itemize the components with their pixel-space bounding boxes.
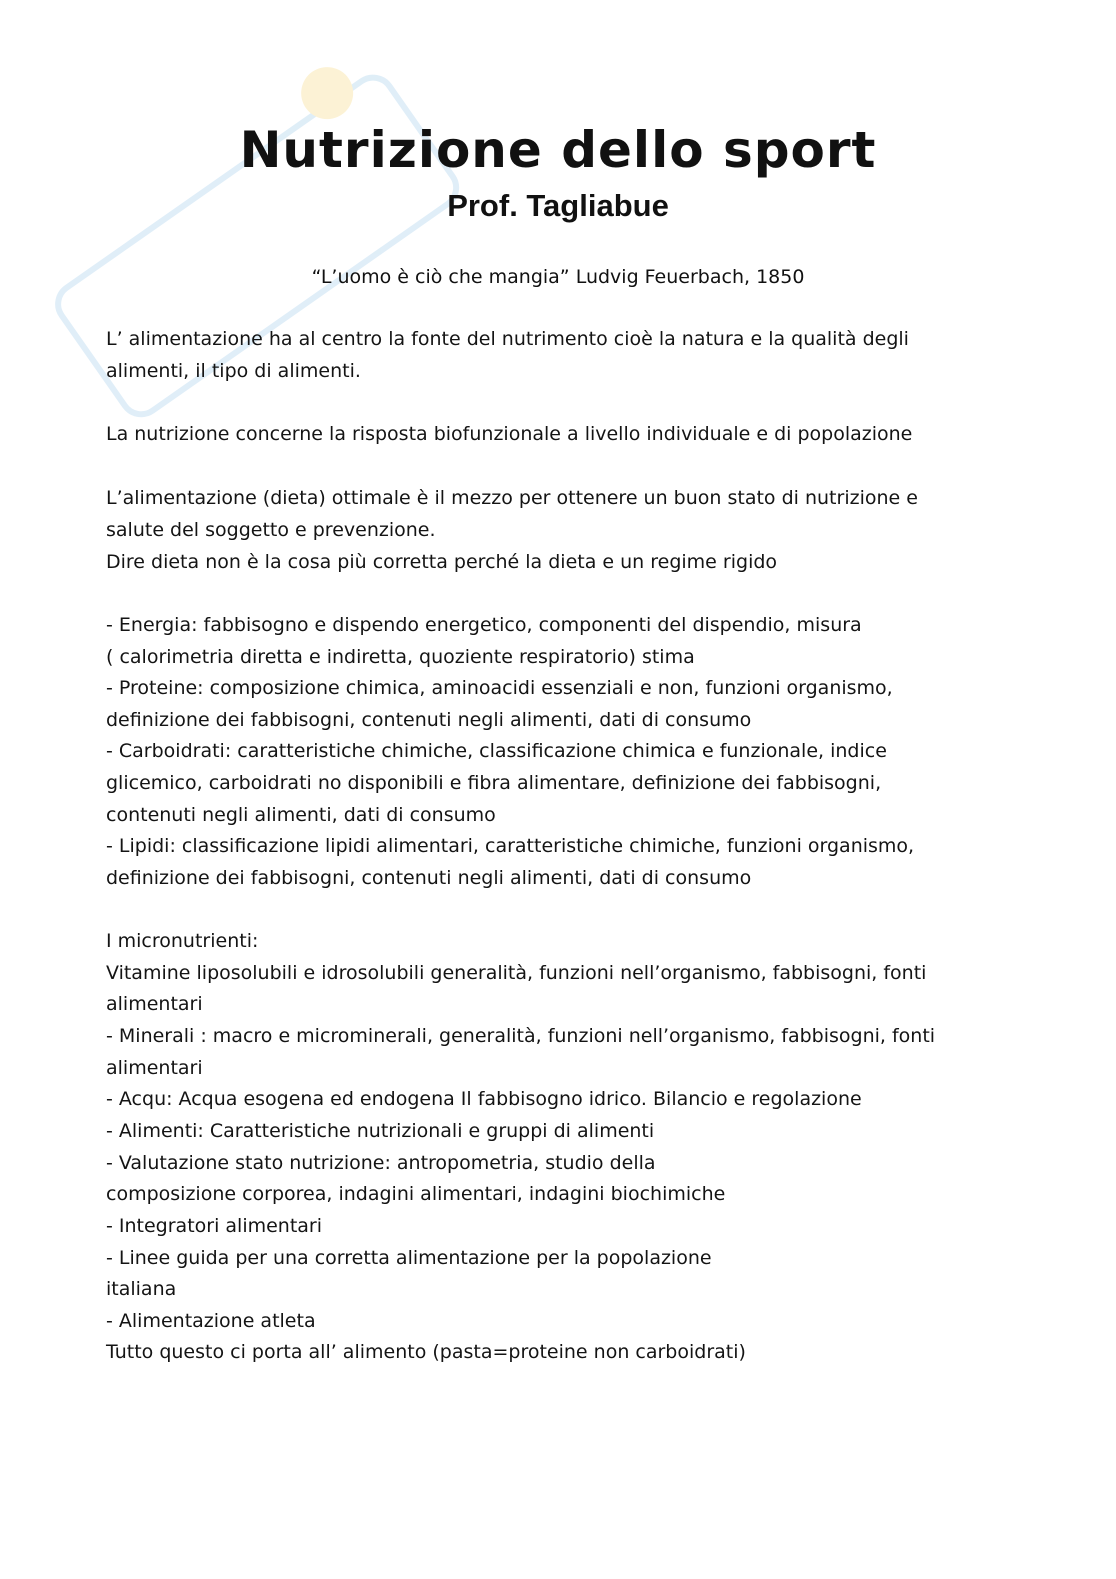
list-item: glicemico, carboidrati no disponibili e fibra alimentare, definizione dei fabbisogni, bbox=[106, 772, 882, 794]
list-item: alimentari bbox=[106, 1057, 203, 1079]
list-item: - Proteine: composizione chimica, aminoacidi essenziali e non, funzioni organismo, bbox=[106, 677, 893, 699]
list-item: italiana bbox=[106, 1278, 177, 1300]
list-item: definizione dei fabbisogni, contenuti negli alimenti, dati di consumo bbox=[106, 709, 752, 731]
quote: “L’uomo è ciò che mangia” Ludvig Feuerbach, 1850 bbox=[311, 266, 805, 288]
list-item: alimentari bbox=[106, 993, 203, 1015]
list-item: definizione dei fabbisogni, contenuti negli alimenti, dati di consumo bbox=[106, 867, 752, 889]
list-item: - Energia: fabbisogno e dispendo energetico, componenti del dispendio, misura bbox=[106, 614, 862, 636]
document-title: Nutrizione dello sport bbox=[239, 121, 877, 179]
paragraph-line: Tutto questo ci porta all’ alimento (pasta=proteine non carboidrati) bbox=[106, 1341, 746, 1363]
paragraph-line: L’alimentazione (dieta) ottimale è il mezzo per ottenere un buon stato di nutrizione e bbox=[106, 487, 918, 509]
list-item: - Carboidrati: caratteristiche chimiche, classificazione chimica e funzionale, indice bbox=[106, 740, 887, 762]
paragraph-line: Dire dieta non è la cosa più corretta perché la dieta e un regime rigido bbox=[106, 551, 778, 573]
list-item: - Minerali : macro e microminerali, generalità, funzioni nell’organismo, fabbisogni, fonti bbox=[106, 1025, 936, 1047]
list-item: - Valutazione stato nutrizione: antropometria, studio della bbox=[106, 1152, 656, 1174]
skuola-watermark-logo bbox=[20, 40, 500, 460]
paragraph-line: La nutrizione concerne la risposta biofunzionale a livello individuale e di popolazione bbox=[106, 423, 913, 445]
list-item: - Integratori alimentari bbox=[106, 1215, 323, 1237]
list-item: Vitamine liposolubili e idrosolubili generalità, funzioni nell’organismo, fabbisogni, fonti bbox=[106, 962, 927, 984]
list-item: - Linee guida per una corretta alimentazione per la popolazione bbox=[106, 1247, 712, 1269]
list-item: - Acqu: Acqua esogena ed endogena Il fabbisogno idrico. Bilancio e regolazione bbox=[106, 1088, 862, 1110]
list-item: ( calorimetria diretta e indiretta, quoziente respiratorio) stima bbox=[106, 646, 695, 668]
list-item: - Alimenti: Caratteristiche nutrizionali e gruppi di alimenti bbox=[106, 1120, 655, 1142]
paragraph-line: alimenti, il tipo di alimenti. bbox=[106, 360, 361, 382]
list-item: contenuti negli alimenti, dati di consumo bbox=[106, 804, 496, 826]
paragraph-line: L’ alimentazione ha al centro la fonte del nutrimento cioè la natura e la qualità degli bbox=[106, 328, 909, 350]
list-item: - Lipidi: classificazione lipidi alimentari, caratteristiche chimiche, funzioni organismo, bbox=[106, 835, 915, 857]
list-item: - Alimentazione atleta bbox=[106, 1310, 316, 1332]
document-subtitle: Prof. Tagliabue bbox=[447, 188, 669, 223]
list-item: composizione corporea, indagini alimentari, indagini biochimiche bbox=[106, 1183, 726, 1205]
section-heading: I micronutrienti: bbox=[106, 930, 259, 952]
paragraph-line: salute del soggetto e prevenzione. bbox=[106, 519, 436, 541]
